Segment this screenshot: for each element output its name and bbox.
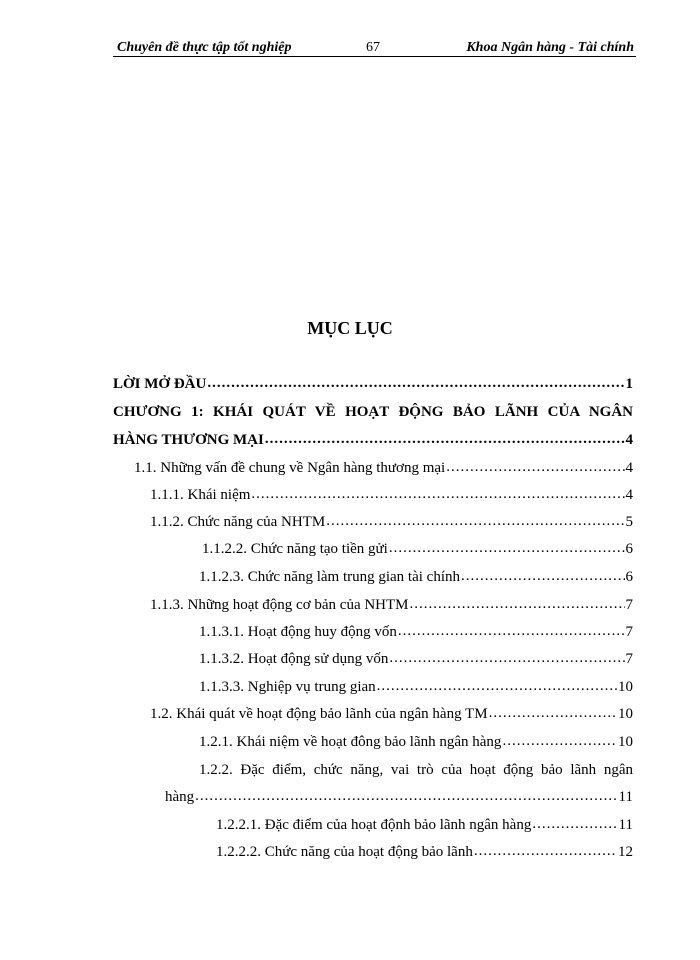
toc-dot-leader	[195, 785, 617, 807]
toc-entry-label: 1.2.1. Khái niệm về hoạt đông bảo lãnh ngân hàng	[199, 734, 502, 750]
toc-entry-label: HÀNG THƯƠNG MẠI	[113, 432, 264, 448]
header-right-title: Khoa Ngân hàng - Tài chính	[466, 40, 634, 55]
toc-dot-leader	[461, 565, 625, 587]
toc-entry-page: 7	[625, 651, 633, 667]
toc-dot-leader	[489, 702, 617, 724]
toc-entry-line1[interactable]: CHƯƠNG 1: KHÁI QUÁT VỀ HOẠT ĐỘNG BẢO LÃNH CỦA NGÂN	[113, 404, 633, 420]
toc-dot-leader	[532, 813, 617, 835]
toc-dot-leader	[251, 483, 624, 505]
toc-entry-label: 1.1.3.1. Hoạt động huy động vốn	[199, 624, 397, 640]
toc-entry[interactable]	[216, 841, 633, 863]
toc-entry-page: 12	[618, 844, 633, 860]
toc-entry-line1[interactable]: 1.2.2. Đặc điểm, chức năng, vai trò của hoạt động bảo lãnh ngân	[199, 762, 633, 778]
toc-dot-leader	[326, 510, 624, 532]
toc-dot-leader	[389, 537, 625, 559]
toc-dot-leader	[410, 593, 625, 615]
toc-entry[interactable]	[199, 566, 633, 588]
toc-entry-page: 10	[618, 706, 633, 722]
toc-entry-label: hàng	[165, 789, 195, 805]
toc-entry-label: LỜI MỞ ĐẦU	[113, 376, 207, 392]
toc-entry-label: 1.2. Khái quát về hoạt động bảo lãnh của ngân hàng TM	[150, 706, 488, 722]
toc-entry[interactable]	[199, 676, 633, 698]
toc-entry[interactable]	[134, 457, 633, 479]
header-page-number: 67	[366, 40, 380, 55]
toc-entry-page: 11	[618, 789, 633, 805]
toc-entry[interactable]	[202, 538, 633, 560]
toc-entry-page: 10	[618, 734, 633, 750]
toc-entry-label: 1.1.3. Những hoạt động cơ bản của NHTM	[150, 597, 409, 613]
toc-entry[interactable]	[113, 373, 633, 395]
toc-entry-label: 1.1.2.3. Chức năng làm trung gian tài chính	[199, 569, 460, 585]
toc-entry[interactable]	[150, 703, 633, 725]
toc-title: MỤC LỤC	[307, 318, 393, 338]
toc-dot-leader	[502, 730, 617, 752]
toc-entry-page: 6	[625, 541, 633, 557]
toc-dot-leader	[446, 456, 624, 478]
toc-entry-label: 1.1.3.2. Hoạt động sử dụng vốn	[199, 651, 389, 667]
toc-entry[interactable]	[150, 484, 633, 506]
toc-entry-page: 4	[625, 460, 633, 476]
toc-entry-label: 1.1.3.3. Nghiệp vụ trung gian	[199, 679, 376, 695]
toc-entry-label: 1.1.2.2. Chức năng tạo tiền gửi	[202, 541, 388, 557]
toc-entry[interactable]	[216, 814, 633, 836]
toc-dot-leader	[389, 647, 624, 669]
toc-dot-leader	[398, 620, 625, 642]
toc-entry[interactable]	[150, 511, 633, 533]
toc-entry-label: 1.1.2. Chức năng của NHTM	[150, 514, 326, 530]
toc-entry-label: 1.2.2.2. Chức năng của hoạt động bảo lãnh	[216, 844, 473, 860]
toc-entry[interactable]	[199, 621, 633, 643]
toc-entry-page: 4	[625, 487, 633, 503]
toc-entry-page: 6	[625, 569, 633, 585]
toc-entry-page: 5	[625, 514, 633, 530]
toc-dot-leader	[474, 840, 617, 862]
toc-entry[interactable]	[150, 594, 633, 616]
toc-entry[interactable]	[113, 429, 633, 451]
toc-entry-label: 1.2.2.1. Đặc điểm của hoạt độnh bảo lãnh ngân hàng	[216, 817, 532, 833]
toc-entry-page: 7	[625, 624, 633, 640]
toc-entry-label: 1.1. Những vấn đề chung về Ngân hàng thương mại	[134, 460, 446, 476]
toc-entry-page: 10	[618, 679, 633, 695]
toc-entry-page: 7	[625, 597, 633, 613]
header-left-title: Chuyên đề thực tập tốt nghiệp	[117, 40, 292, 55]
toc-entry-page: 11	[618, 817, 633, 833]
toc-dot-leader	[207, 372, 624, 394]
toc-entry-label: 1.1.1. Khái niệm	[150, 487, 251, 503]
toc-dot-leader	[265, 428, 625, 450]
toc-entry-page: 1	[625, 376, 633, 392]
toc-entry[interactable]	[165, 786, 633, 808]
toc-entry-page: 4	[625, 432, 633, 448]
toc-entry[interactable]	[199, 648, 633, 670]
toc-dot-leader	[377, 675, 617, 697]
toc-entry[interactable]	[199, 731, 633, 753]
page-header	[113, 38, 636, 57]
